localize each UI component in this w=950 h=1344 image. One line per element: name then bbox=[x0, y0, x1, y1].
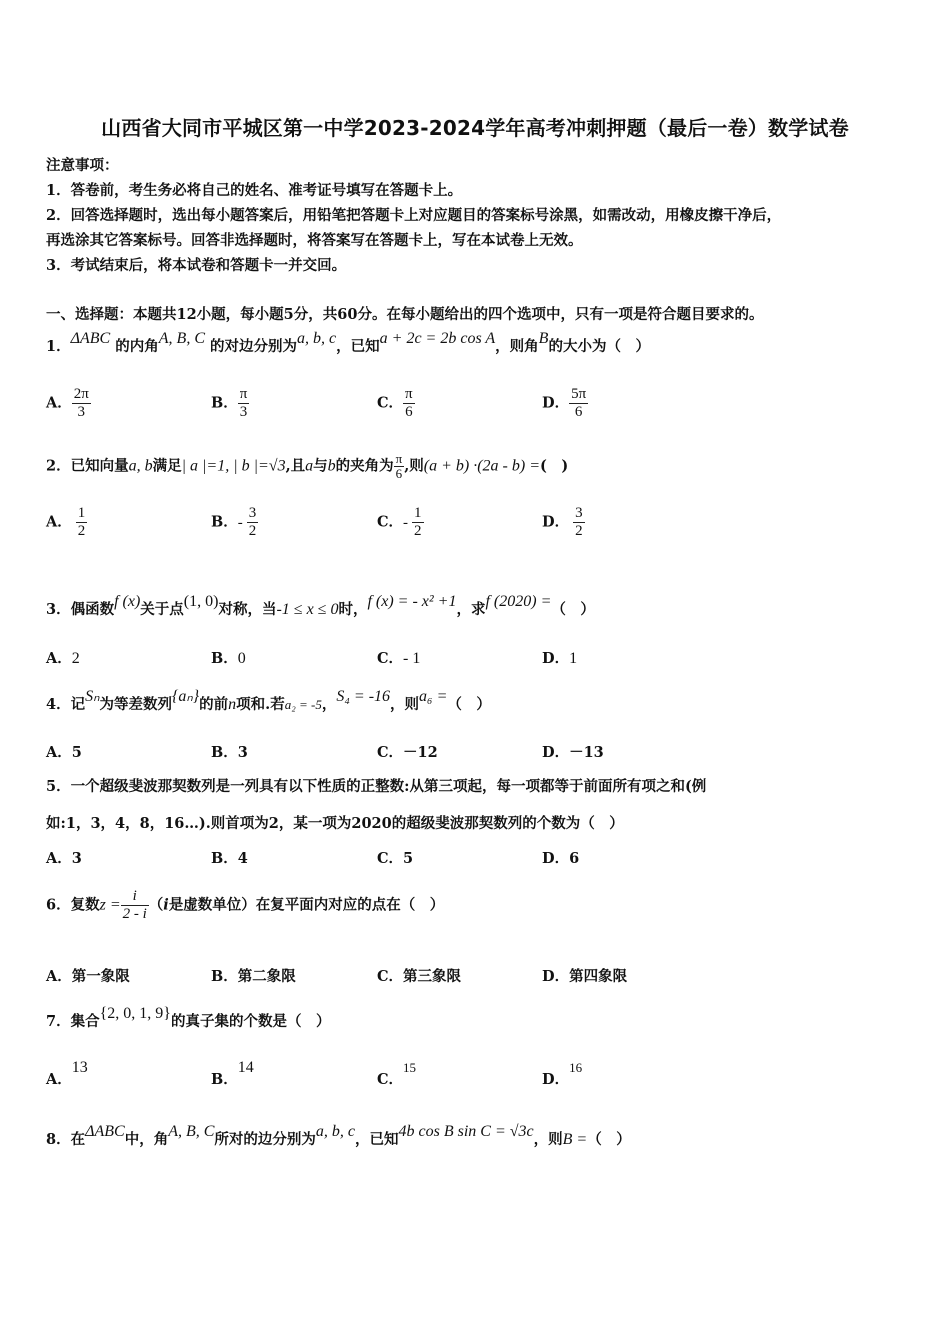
question-text: ，已知 bbox=[355, 1131, 399, 1148]
question-number: 6． bbox=[46, 896, 71, 914]
notice-item: 2．回答选择题时，选出每小题答案后，用铅笔把答题卡上对应题目的答案标号涂黑，如需改动，用橡皮擦干净后， bbox=[46, 207, 782, 224]
option-label: D． bbox=[542, 650, 570, 667]
question-text: 所对的边分别为 bbox=[214, 1131, 316, 1148]
option-d[interactable] bbox=[542, 965, 627, 986]
option-label: C． bbox=[377, 968, 404, 985]
option-label: C． bbox=[377, 394, 404, 412]
option-value: 5 bbox=[71, 744, 82, 761]
option-fraction bbox=[573, 505, 585, 540]
options-q1 bbox=[46, 386, 926, 426]
math-expr: f (x) bbox=[114, 593, 141, 610]
question-text: 关于点 bbox=[140, 601, 184, 618]
option-value: －12 bbox=[403, 744, 438, 761]
math-expr: ΔABC bbox=[85, 1123, 125, 1140]
option-value: 第二象限 bbox=[237, 968, 296, 985]
option-value: 13 bbox=[71, 1059, 88, 1076]
question-text: （ ） bbox=[551, 601, 595, 618]
option-value: 0 bbox=[237, 650, 246, 667]
options-q6 bbox=[46, 965, 926, 1005]
option-b[interactable] bbox=[211, 647, 246, 668]
question-text: ,且 bbox=[285, 457, 306, 475]
notice-item: 再选涂其它答案标号。回答非选择题时，将答案写在答题卡上，写在本试卷上无效。 bbox=[46, 232, 583, 249]
numerator: 2π bbox=[73, 386, 89, 402]
option-value: 第四象限 bbox=[569, 968, 628, 985]
math-expr: b bbox=[327, 457, 336, 475]
denominator: 2 bbox=[77, 523, 86, 539]
option-value: 15 bbox=[403, 1060, 417, 1075]
question-text: 与 bbox=[313, 457, 328, 475]
angle-fraction bbox=[394, 452, 405, 481]
math-expr: A, B, C bbox=[168, 1123, 215, 1140]
denominator: 6 bbox=[405, 404, 413, 420]
denominator: 2 - i bbox=[122, 906, 147, 922]
option-label: C． bbox=[377, 1071, 404, 1088]
question-text: 的夹角为 bbox=[335, 457, 394, 475]
option-value: 第三象限 bbox=[403, 968, 462, 985]
options-q7 bbox=[46, 1059, 926, 1108]
option-value: 6 bbox=[569, 850, 580, 867]
option-value: 第一象限 bbox=[71, 968, 130, 985]
question-number: 4． bbox=[46, 696, 71, 713]
question-text: 偶函数 bbox=[70, 601, 115, 618]
option-label: D． bbox=[542, 1071, 570, 1088]
option-label: A． bbox=[46, 850, 72, 867]
option-c[interactable] bbox=[377, 647, 420, 668]
question-text: ，则 bbox=[533, 1131, 563, 1148]
denominator: 3 bbox=[239, 404, 248, 420]
question-text: 满足 bbox=[152, 457, 182, 475]
option-value: - 1 bbox=[403, 650, 421, 667]
option-label: D． bbox=[542, 513, 570, 531]
option-a[interactable] bbox=[46, 741, 82, 762]
option-label: B． bbox=[211, 650, 238, 667]
option-value: 16 bbox=[569, 1060, 583, 1075]
question-8 bbox=[46, 1123, 631, 1149]
denominator: 3 bbox=[77, 404, 86, 420]
numerator: 1 bbox=[414, 505, 422, 521]
option-a[interactable] bbox=[46, 847, 82, 868]
option-fraction bbox=[76, 505, 88, 540]
option-label: C． bbox=[377, 744, 404, 761]
question-number: 1． bbox=[46, 338, 71, 355]
numerator: 3 bbox=[248, 505, 257, 521]
option-d[interactable] bbox=[542, 741, 604, 762]
question-text: 中，角 bbox=[124, 1131, 169, 1148]
option-label: C． bbox=[377, 650, 404, 667]
option-label: D． bbox=[542, 850, 570, 867]
question-text: ，则 bbox=[390, 696, 420, 713]
option-value: 2 bbox=[71, 650, 80, 667]
option-a[interactable] bbox=[46, 386, 91, 421]
notice-item: 1．答卷前，考生务必将自己的姓名、准考证号填写在答题卡上。 bbox=[46, 182, 463, 199]
math-expr: n bbox=[228, 696, 237, 713]
option-a[interactable] bbox=[46, 647, 80, 668]
option-a[interactable] bbox=[46, 505, 87, 540]
question-4 bbox=[46, 688, 491, 714]
option-b[interactable] bbox=[211, 1059, 254, 1089]
question-1 bbox=[46, 330, 650, 356]
question-text: 对称，当 bbox=[218, 601, 277, 618]
option-label: C． bbox=[377, 513, 404, 531]
numerator: π bbox=[405, 386, 413, 402]
question-text: （ ） bbox=[587, 1131, 631, 1148]
option-d[interactable] bbox=[542, 505, 585, 540]
option-label: A． bbox=[46, 1071, 72, 1088]
question-text: 的内角 bbox=[115, 338, 159, 355]
complex-fraction bbox=[121, 888, 149, 923]
page-title: 山西省大同市平城区第一中学2023-2024学年高考冲刺押题（最后一卷）数学试卷 bbox=[101, 116, 849, 140]
denominator: 2 bbox=[414, 523, 422, 539]
question-text: ，则角 bbox=[495, 338, 539, 355]
option-d[interactable] bbox=[542, 1060, 583, 1089]
question-5-line-2: 如:1，3，4，8，16…).则首项为2，某一项为2020的超级斐波那契数列的个数为（ ） bbox=[46, 815, 624, 832]
option-value: 5 bbox=[403, 850, 414, 867]
question-text: 已知向量 bbox=[70, 457, 129, 475]
option-label: B． bbox=[211, 1071, 238, 1088]
option-c[interactable] bbox=[377, 386, 415, 421]
options-q2 bbox=[46, 505, 926, 545]
question-text: （ bbox=[148, 896, 164, 914]
math-expr: {2, 0, 1, 9} bbox=[99, 1005, 171, 1022]
option-fraction bbox=[238, 386, 250, 421]
math-expr: a bbox=[305, 457, 314, 475]
numerator: i bbox=[121, 888, 149, 906]
option-c[interactable] bbox=[377, 847, 413, 868]
option-fraction bbox=[569, 386, 588, 421]
option-label: C． bbox=[377, 850, 404, 867]
option-label: A． bbox=[46, 968, 72, 985]
option-value: 1 bbox=[569, 650, 578, 667]
option-b[interactable] bbox=[211, 386, 249, 421]
question-text: 集合 bbox=[70, 1013, 100, 1030]
question-number: 3． bbox=[46, 601, 71, 618]
option-c[interactable] bbox=[377, 741, 438, 762]
option-fraction bbox=[72, 386, 91, 421]
option-value: 4 bbox=[237, 850, 248, 867]
math-expr: Sₙ bbox=[85, 688, 100, 705]
math-expr: z = bbox=[99, 896, 121, 914]
question-text: 的真子集的个数是（ ） bbox=[170, 1013, 331, 1030]
option-label: B． bbox=[211, 394, 238, 412]
option-sign: - bbox=[237, 514, 243, 531]
option-sign: - bbox=[403, 514, 409, 531]
math-expr: S₄ = -16 bbox=[336, 688, 391, 705]
math-expr: a, b bbox=[128, 457, 153, 475]
math-expr: a₆ = bbox=[419, 688, 448, 705]
question-text: 时， bbox=[338, 601, 368, 618]
option-a[interactable] bbox=[46, 1059, 88, 1089]
option-label: A． bbox=[46, 394, 72, 412]
math-expr: B = bbox=[562, 1131, 588, 1148]
question-text: （ ） bbox=[447, 696, 491, 713]
options-q3 bbox=[46, 647, 926, 687]
question-text: 项和.若 bbox=[236, 696, 285, 713]
option-label: D． bbox=[542, 394, 570, 412]
option-label: A． bbox=[46, 744, 72, 761]
option-b[interactable] bbox=[211, 741, 248, 762]
option-d[interactable] bbox=[542, 847, 579, 868]
math-expr: | a |=1, | b |=√3 bbox=[181, 457, 286, 475]
math-expr: f (x) = - x² +1 bbox=[367, 593, 457, 610]
option-fraction bbox=[247, 505, 259, 540]
option-c[interactable] bbox=[377, 965, 461, 986]
option-fraction bbox=[403, 386, 415, 421]
question-5-line-1: 5．一个超级斐波那契数列是一列具有以下性质的正整数:从第三项起，每一项都等于前面所有项之和(例 bbox=[46, 778, 707, 795]
question-text: ， bbox=[321, 696, 337, 713]
question-text: ，已知 bbox=[336, 338, 380, 355]
notice-item: 3．考试结束后，将本试卷和答题卡一并交回。 bbox=[46, 257, 347, 274]
option-c[interactable] bbox=[377, 1060, 417, 1089]
math-expr: (1, 0) bbox=[183, 593, 219, 610]
math-expr: B bbox=[538, 330, 549, 347]
question-text: ，求 bbox=[456, 601, 486, 618]
question-number: 7． bbox=[46, 1013, 71, 1030]
math-expr: a + 2c = 2b cos A bbox=[379, 330, 496, 347]
option-a[interactable] bbox=[46, 965, 130, 986]
numerator: 1 bbox=[77, 505, 86, 521]
question-7 bbox=[46, 1005, 331, 1031]
option-label: B． bbox=[211, 968, 238, 985]
math-expr: A, B, C bbox=[158, 330, 205, 347]
denominator: 2 bbox=[575, 523, 583, 539]
question-text: ( ) bbox=[540, 457, 569, 475]
math-expr: 4b cos B sin C = √3c bbox=[398, 1123, 534, 1140]
option-value: 14 bbox=[237, 1059, 254, 1076]
question-number: 8． bbox=[46, 1131, 71, 1148]
question-3 bbox=[46, 593, 595, 619]
option-value: 3 bbox=[71, 850, 82, 867]
option-label: B． bbox=[211, 850, 238, 867]
option-label: D． bbox=[542, 968, 570, 985]
denominator: 2 bbox=[248, 523, 257, 539]
math-expr: a, b, c bbox=[297, 330, 337, 347]
question-text: 的对边分别为 bbox=[210, 338, 298, 355]
question-6 bbox=[46, 888, 444, 923]
option-value: 3 bbox=[237, 744, 248, 761]
option-label: D． bbox=[542, 744, 570, 761]
question-text: i bbox=[163, 896, 169, 914]
option-d[interactable] bbox=[542, 647, 577, 668]
question-2 bbox=[46, 452, 568, 481]
option-b[interactable] bbox=[211, 505, 258, 540]
options-q5 bbox=[46, 847, 926, 887]
question-text: 在 bbox=[70, 1131, 86, 1148]
math-expr: a₂ = -5 bbox=[284, 697, 322, 712]
option-fraction bbox=[412, 505, 424, 540]
option-c[interactable] bbox=[377, 505, 424, 540]
numerator: π bbox=[239, 386, 248, 402]
option-value: －13 bbox=[569, 744, 604, 761]
notice-heading: 注意事项： bbox=[46, 157, 119, 174]
numerator: 5π bbox=[571, 386, 587, 402]
denominator: 6 bbox=[395, 466, 403, 481]
math-expr: a, b, c bbox=[315, 1123, 356, 1140]
option-b[interactable] bbox=[211, 965, 296, 986]
question-text: 复数 bbox=[70, 896, 100, 914]
question-text: 的大小为（ ） bbox=[548, 338, 650, 355]
option-b[interactable] bbox=[211, 847, 248, 868]
option-label: A． bbox=[46, 650, 72, 667]
question-number: 2． bbox=[46, 457, 71, 475]
math-expr: {aₙ} bbox=[171, 688, 200, 705]
math-expr: -1 ≤ x ≤ 0 bbox=[276, 601, 339, 618]
question-text: ,则 bbox=[404, 457, 424, 475]
numerator: 3 bbox=[575, 505, 583, 521]
math-expr: ΔABC bbox=[70, 330, 111, 347]
question-text: 记 bbox=[70, 696, 86, 713]
math-expr: f (2020) = bbox=[485, 593, 552, 610]
option-d[interactable] bbox=[542, 386, 588, 421]
math-expr: (a + b) ·(2a - b) = bbox=[423, 457, 540, 475]
question-text: 的前 bbox=[199, 696, 229, 713]
question-text: 为等差数列 bbox=[99, 696, 172, 713]
option-label: A． bbox=[46, 513, 72, 531]
option-label: B． bbox=[211, 513, 238, 531]
option-label: B． bbox=[211, 744, 238, 761]
question-text: 是虚数单位）在复平面内对应的点在（ ） bbox=[168, 896, 445, 914]
denominator: 6 bbox=[574, 404, 583, 420]
numerator: π bbox=[395, 451, 403, 466]
section-heading: 一、选择题：本题共12小题，每小题5分，共60分。在每小题给出的四个选项中，只有一项是符合题目要求的。 bbox=[46, 306, 764, 323]
